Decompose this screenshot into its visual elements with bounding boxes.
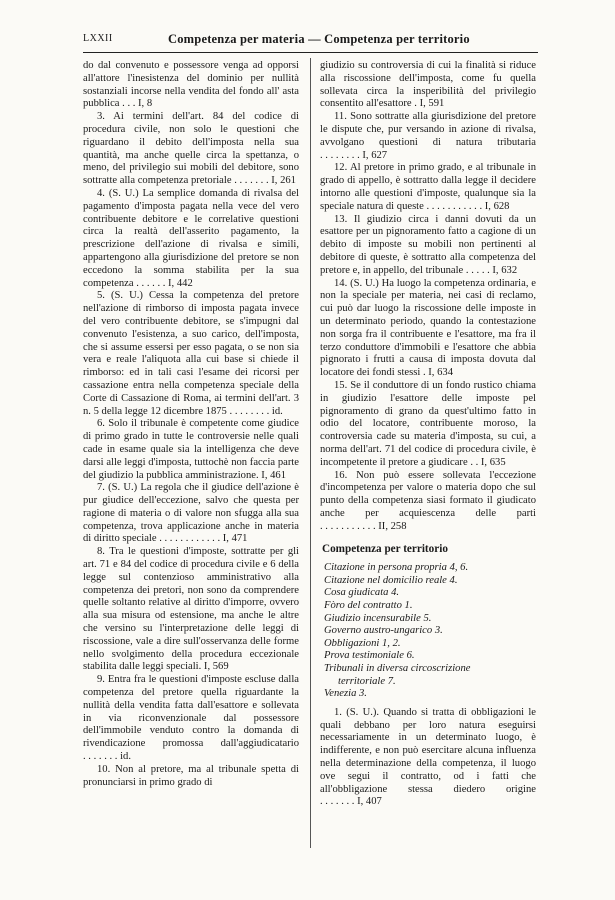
index-item: Venezia 3.	[324, 688, 367, 700]
left-column	[83, 60, 299, 789]
entry-10: 10. Non al pretore, ma al tribunale spetta di pronunciarsi in primo grado di	[83, 763, 299, 788]
section-title: Competenza per territorio	[322, 543, 448, 556]
entry-12: 12. Al pretore in primo grado, e al tribunale in grado di appello, è sottratto dalla legge il decidere intorno alle questioni d'imposte, qualunque sia la speciale natura di queste . . . . . . . . . . . I, 628	[320, 162, 536, 212]
entry-3: 3. Ai termini dell'art. 84 del codice di procedura civile, non solo le questioni che riguardano il debito dell'imposta nella sua quantità, ma anche quelle circa la spettanza, o meno, del privilegio sui mobili del debitore, sono sottratte alla competenza pretoriale . . . . . . . I, 261	[83, 111, 299, 187]
page-header	[83, 33, 538, 49]
right-column	[320, 60, 536, 809]
entry-10-continued: giudizio su controversia di cui la finalità si riduce alla riscossione dell'imposta, come fu quella sollevata circa la insperibilità del privilegio consentito all'esattore . I, 591	[320, 60, 536, 110]
index-item: territoriale 7.	[338, 675, 396, 687]
entry-4: 4. (S. U.) La semplice domanda di rivalsa del pagamento d'imposta pagata nella vece del vero contribuente debitore e le correlative questioni circa la realtà dell'asserito pagamento, la prescrizione dell'azione di rivalsa e simili, appartengono alla giurisdizione del pretore se non eccedono la somma stabilita per la sua competenza . . . . . . I, 442	[83, 187, 299, 289]
page-folio: LXXII	[83, 33, 113, 44]
index-item: Citazione in persona propria 4, 6.	[324, 562, 469, 574]
entry-9: 9. Entra fra le questioni d'imposte escluse dalla competenza del pretore quella riguardante la nullità della vendita fatta dall'esattore e sollevata in via riconvenzionale dal possessore dell'immobile venduto contro la domanda di rivendicazione promossa dall'aggiudicatario . . . . . . . id.	[83, 674, 299, 763]
index-item: Citazione nel domicilio reale 4.	[324, 574, 458, 586]
index-item: Cosa giudicata 4.	[324, 587, 400, 599]
entry-7: 7. (S. U.) La regola che il giudice dell'azione è pur giudice dell'eccezione, salvo che questa per ragione di materia o di valore non sfugga alla sua competenza, trova applicazione anche in materia di diritto speciale . . . . . . . . . . . . I, 471	[83, 482, 299, 545]
column-divider	[310, 58, 311, 848]
index-item: Governo austro-ungarico 3.	[324, 625, 443, 637]
entry-14: 14. (S. U.) Ha luogo la competenza ordinaria, e non la speciale per materia, nei casi di reclamo, cui può dar luogo la riscossione delle imposte in un determinato periodo, quando la contestazione non sorga fra il contribuente e l'esattore, ma fra il terzo conduttore d'immobili e l'esattore che abbia pignorato i frutti a causa di imposta dovuta dal locatore dei fondi stessi . I, 634	[320, 277, 536, 379]
entry-15: 15. Se il conduttore di un fondo rustico chiama in giudizio l'esattore delle imposte pel pignoramento di grano da quest'ultimo fatto in odio del locatore, contribuente moroso, la controversia cade su materia d'imposta, su cui, a norma dell'art. 71 del codice di procedura civile, è incompetente il pretore a giudicare . . I, 635	[320, 379, 536, 468]
entry-13: 13. Il giudizio circa i danni dovuti da un esattore per un pignoramento fatto a cagione di un debito di imposte su mobili non pertinenti al debitore di queste, è sottratto alla competenza del pretore e, in appello, del tribunale . . . . . I, 632	[320, 213, 536, 276]
index-item: Tribunali in diversa circoscrizione	[324, 663, 471, 675]
entry-6: 6. Solo il tribunale è competente come giudice di primo grado in tutte le controversie nelle quali cade in esame quale sia la intelligenza che deve darsi alle leggi d'imposta, tuttochè non faccia parte del giudizio la pubblica amministrazione. I, 461	[83, 418, 299, 481]
entry-8: 8. Tra le questioni d'imposte, sottratte per gli art. 71 e 84 del codice di procedura civile e 6 della legge sul contenzioso amministrativo alla competenza dei pretori, non sono da comprendere quelle soltanto relative al diritto d'imporre, ovvero alla sua misura od estensione, ma anche le altre che versino su l'interpretazione delle leggi di riscossione, vale a dire sull'osservanza delle forme nello svolgimento della procedura eccezionale stabilita dalle leggi speciali. I, 569	[83, 546, 299, 673]
entry-11: 11. Sono sottratte alla giurisdizione del pretore le dispute che, pur versando in azione di rivalsa, avvolgano questioni di natura tributaria . . . . . . . . I, 627	[320, 111, 536, 161]
section-index	[320, 562, 536, 701]
entry-5: 5. (S. U.) Cessa la competenza del pretore nell'azione di rimborso di imposta pagata invece del vero contribuente debitore, se s'impugni dal convenuto l'esistenza, a suo carico, dell'imposta, che si assume essersi per esso pagata, o se non sia vera e reale l'aliquota alla cui base si chiede il rimborso: ed in tali casi l'esame dei ricorsi per cassazione entra nella competenza speciale della Corte di Cassazione di Roma, ai termini dell'art. 3 n. 5 della legge 12 dicembre 1875 . . . . . . . . id.	[83, 290, 299, 417]
header-rule	[83, 52, 538, 53]
entry-continuation: do dal convenuto e possessore venga ad opporsi all'attore l'inesistenza del dominio per nullità sostanziali incorse nella vendita del fondo all' asta pubblica . . . I, 8	[83, 60, 299, 110]
index-item: Fòro del contratto 1.	[324, 600, 413, 612]
index-item: Giudizio incensurabile 5.	[324, 612, 432, 624]
running-title: Competenza per materia — Competenza per territorio	[168, 32, 470, 46]
index-item: Prova testimoniale 6.	[324, 650, 415, 662]
index-item: Obbligazioni 1, 2.	[324, 637, 401, 649]
entry-16: 16. Non può essere sollevata l'eccezione d'incompetenza per valore o materia dopo che sul punto della competenza siasi formato il giudicato anche per acquiescenza delle parti . . . . . . . . . . . II, 258	[320, 469, 536, 532]
territory-entry-1: 1. (S. U.). Quando si tratta di obbligazioni le quali debbano per loro natura eseguirsi necessariamente in un determinato luogo, è indifferente, e non può esercitare alcuna influenza nella determinazione della competenza, il luogo ove segui il contratto, od i fatti che all'obbligazione stessa diedero origine . . . . . . . I, 407	[320, 706, 536, 808]
